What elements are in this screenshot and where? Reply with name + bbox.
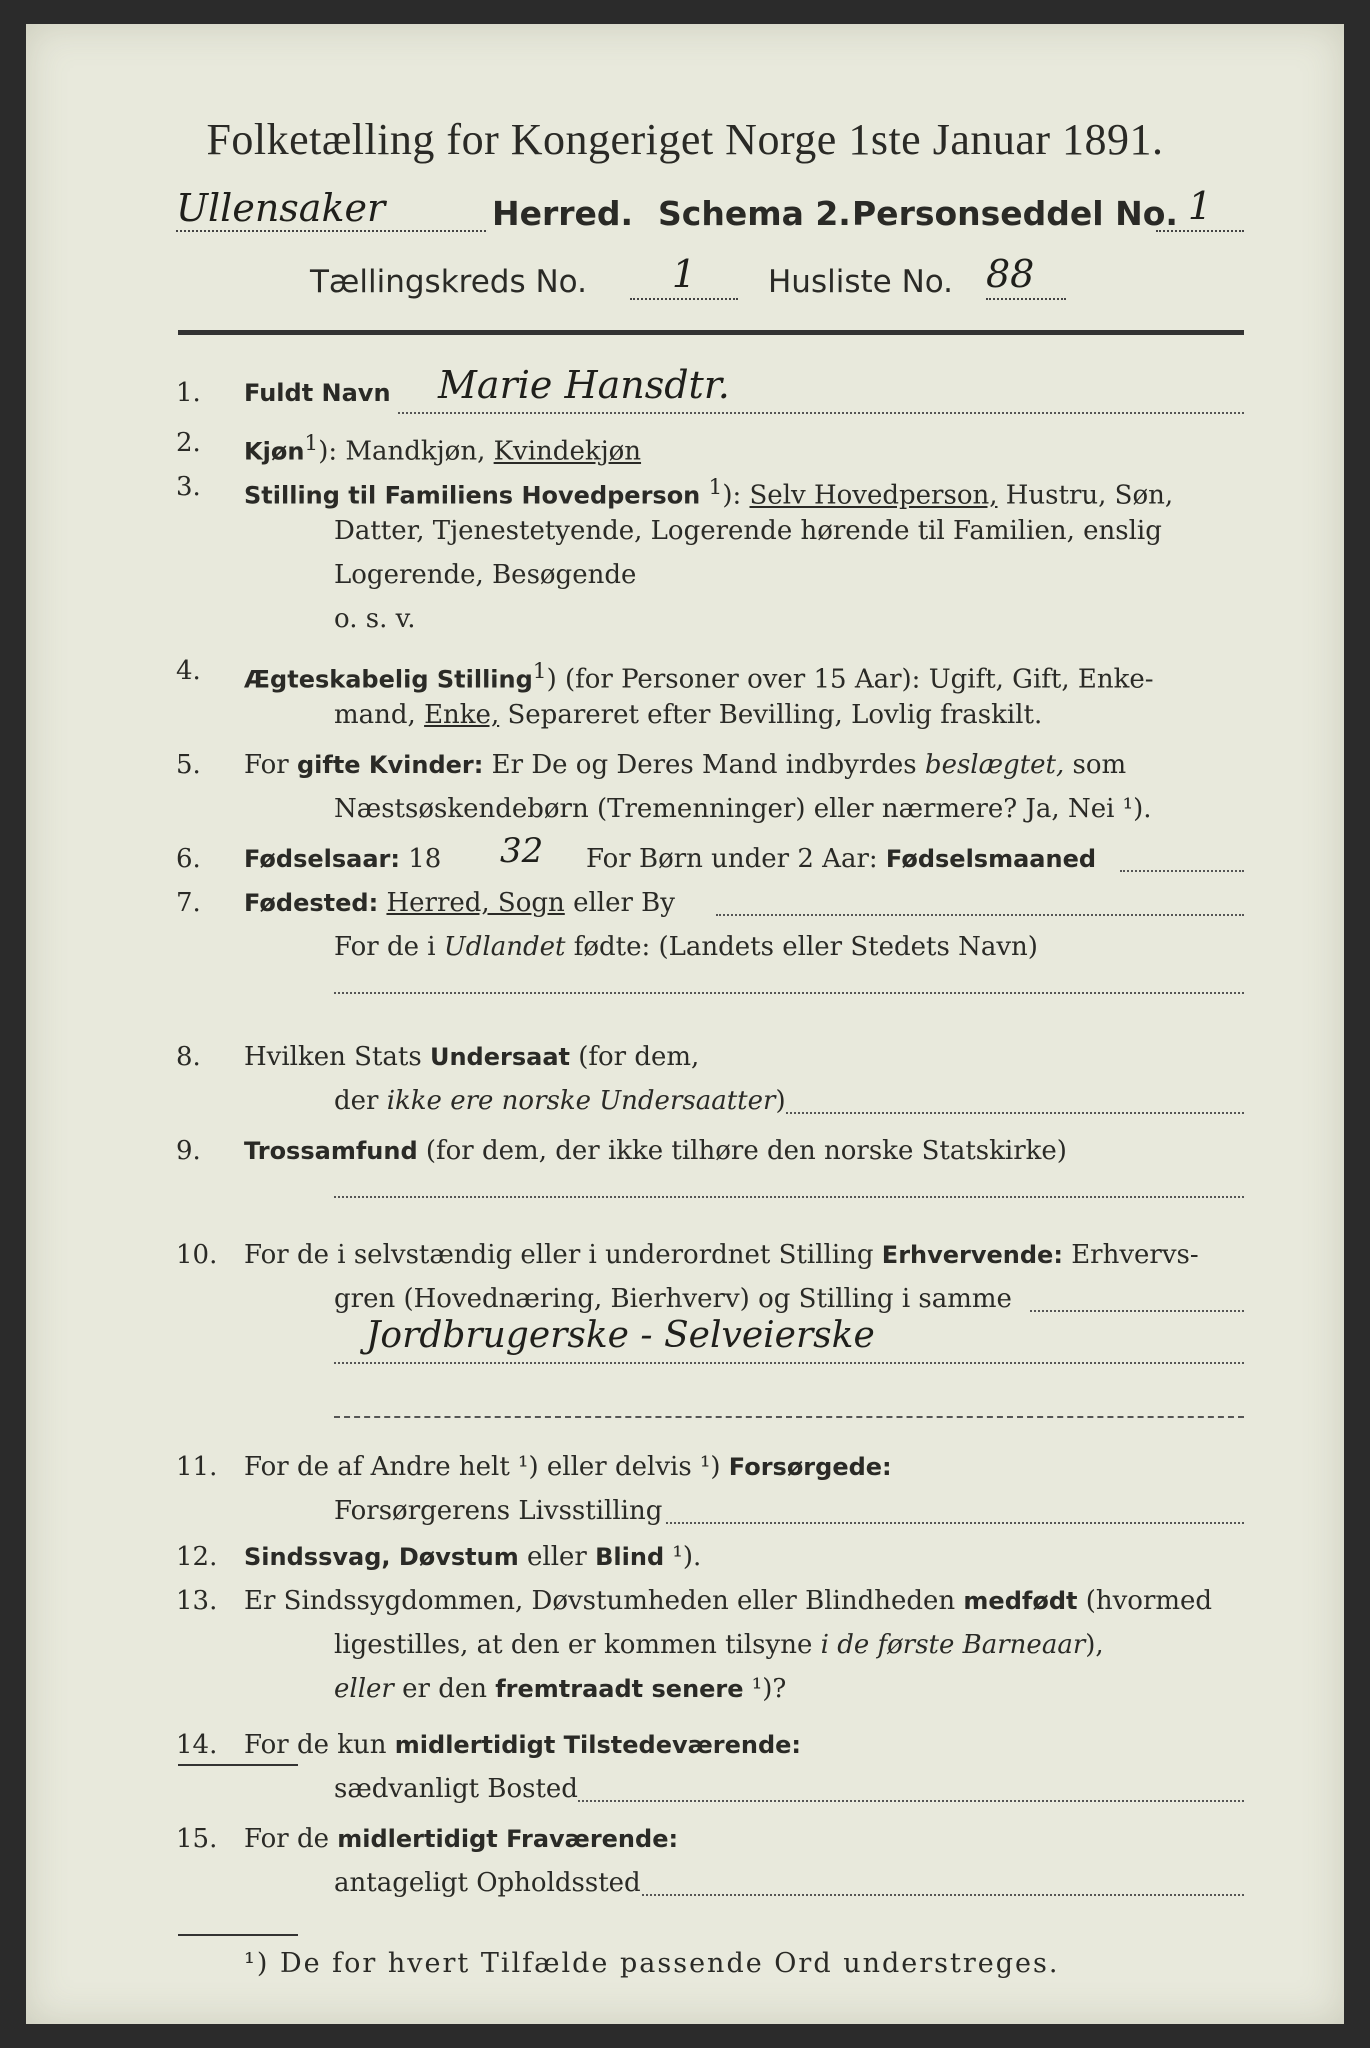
form-title: Folketælling for Kongeriget Norge 1ste Januar 1891. — [206, 115, 1164, 164]
q3-selected: Selv Hovedperson, — [749, 480, 998, 511]
q6-value: 32 — [500, 831, 544, 871]
herred-label: Herred. — [492, 194, 634, 233]
taellingskreds-value: 1 — [671, 252, 697, 296]
footnote: ¹) De for hvert Tilfælde passende Ord understreges. — [244, 1948, 1060, 1979]
q4-selected: Enke, — [424, 700, 500, 730]
q2-selected: Kvindekjøn — [493, 436, 642, 467]
header-rule — [178, 330, 1244, 335]
schema-label: Schema 2. — [658, 194, 851, 233]
husliste-value: 88 — [986, 252, 1035, 296]
personseddel-value: 1 — [1187, 184, 1213, 228]
taellingskreds-label: Tællingskreds No. — [310, 264, 587, 300]
q1-value: Marie Hansdtr. — [438, 363, 730, 407]
q7-selected: Herred, Sogn — [386, 888, 565, 918]
q1-label: Fuldt Navn — [244, 379, 391, 407]
census-form: Folketælling for Kongeriget Norge 1ste Januar 1891. Ullensaker Herred. Schema 2. Personseddel No. 1 Tællingskreds No. 1 Husliste No. 88 1. Fuldt Navn Marie Hansdtr. 2. Kjøn$^1$): Mandkjøn, Kvindekjøn 3. Stilling til Familiens Hovedperson $^1$): Selv Hovedperson, Hustru, Søn, Datter, Tjenestetyende, Logerende hørende til Familien, enslig Logerende, Besøgende o. s. v. 4. Ægteskabelig Stilling$^1$) (for Personer over 15 Aar): Ugift, Gift, Enke- mand, Enke, Separeret efter Bevilling, Lovlig fraskilt. 5. For gifte Kvinder: Er De og Deres Mand indbyrdes beslægtet, som Næstsøskendebørn (Tremenninger) eller nærmere? Ja, Nei ¹). 6. Fødselsaar: 18 32 For Børn under 2 Aar: Fødselsmaaned 7. Fødested: Herred, Sogn eller By For de i Udlandet fødte: (Landets eller Stedets Navn) 8. Hvilken Stats Undersaat (for dem, der ikke ere norske Undersaatter) 9. Trossamfund (for dem, der ikke tilhøre den norske Statskirke) 10. For de i selvstændig eller i underordnet Stilling Erhvervende: Erhvervs- gren (Hovednæring, Bierhverv) og Stilling i samme Jordbrugerske - Selveierske 11. For de af Andre helt ¹) eller delvis ¹) Forsørgede: Forsørgerens Livsstilling 12. Sindssvag, Døvstum eller Blind ¹). 13. Er Sindssygdommen, Døvstumheden eller Blindheden medfødt (hvormed ligestilles, at den er kommen tilsyne i de første Barneaar), eller er den fremtraadt senere ¹)? 14. For de kun midlertidigt Tilstedeværende: sædvanligt Bosted 15. For de midlertidigt Fraværende: antageligt Opholdssted ¹) De for hvert Tilfælde passende Ord understreges. — [26, 24, 1344, 2024]
personseddel-label: Personseddel No. — [852, 194, 1178, 233]
husliste-label: Husliste No. — [768, 264, 954, 300]
herred-value: Ullensaker — [176, 186, 386, 230]
footnote-rule — [178, 1934, 298, 1936]
q10-value: Jordbrugerske - Selveierske — [366, 1315, 875, 1356]
